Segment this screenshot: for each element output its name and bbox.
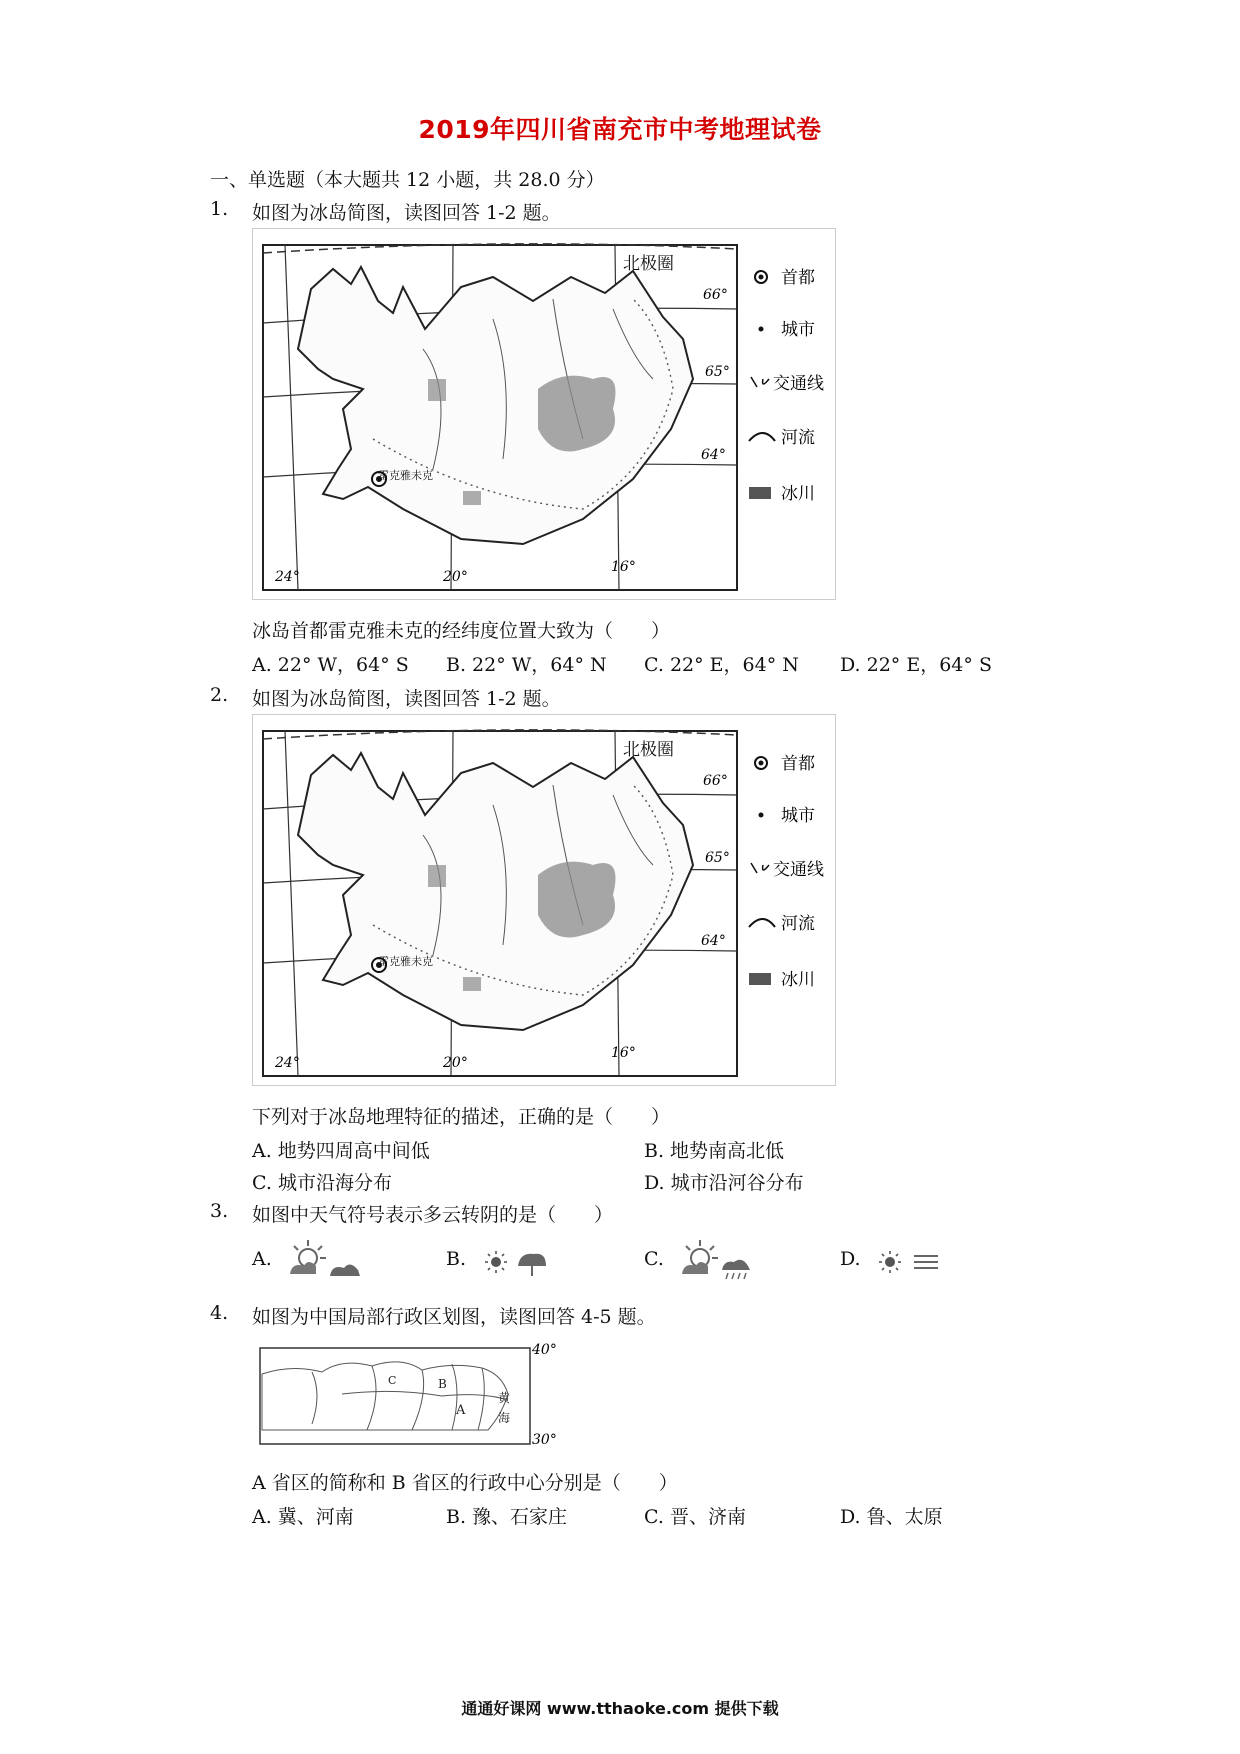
q4-option-d[interactable]: D. 鲁、太原 — [840, 1506, 943, 1528]
legend-river: 河流 — [781, 428, 815, 448]
q4-option-c[interactable]: C. 晋、济南 — [644, 1506, 746, 1528]
question-4-stem: A 省区的简称和 B 省区的行政中心分别是（ ） — [252, 1472, 678, 1494]
lat-64-label: 64° — [701, 933, 726, 949]
china-region-map-drawing — [252, 1334, 572, 1450]
province-a-label: A — [456, 1403, 466, 1418]
iceland-map-1 — [252, 228, 836, 600]
province-b-label: B — [438, 1377, 447, 1391]
question-2-intro: 如图为冰岛简图，读图回答 1-2 题。 — [252, 688, 561, 710]
capital-label: 雷克雅未克 — [378, 955, 433, 968]
legend-river: 河流 — [781, 914, 815, 934]
q1-option-b[interactable]: B. 22° W，64° N — [446, 654, 607, 676]
question-1-number: 1. — [210, 198, 229, 220]
page-title: 2019年四川省南充市中考地理试卷 — [418, 115, 822, 144]
lon-20-label: 20° — [443, 1055, 468, 1071]
question-4-intro: 如图为中国局部行政区划图，读图回答 4-5 题。 — [252, 1306, 656, 1328]
footer-credit: 通通好课网 www.tthaoke.com 提供下载 — [461, 1699, 779, 1718]
china-region-map — [252, 1334, 572, 1450]
lon-24-label: 24° — [275, 569, 300, 585]
lon-24-label: 24° — [275, 1055, 300, 1071]
sunny-to-rain-icon — [480, 1238, 560, 1282]
q1-option-d[interactable]: D. 22° E，64° S — [840, 654, 992, 676]
legend-glacier: 冰川 — [781, 970, 815, 990]
q4-option-b[interactable]: B. 豫、石家庄 — [446, 1506, 568, 1528]
iceland-map-drawing — [253, 229, 835, 599]
sea-label-2: 海 — [498, 1411, 511, 1425]
q3-option-a-label: A. — [252, 1248, 272, 1270]
question-3-stem: 如图中天气符号表示多云转阴的是（ ） — [252, 1204, 614, 1226]
q1-option-c[interactable]: C. 22° E，64° N — [644, 654, 799, 676]
question-2-stem: 下列对于冰岛地理特征的描述，正确的是（ ） — [252, 1106, 671, 1128]
q3-option-d-label: D. — [840, 1248, 861, 1270]
lon-16-label: 16° — [611, 1045, 636, 1061]
legend-city: 城市 — [781, 806, 815, 826]
legend-city: 城市 — [781, 320, 815, 340]
q1-option-a[interactable]: A. 22° W，64° S — [252, 654, 409, 676]
partly-cloudy-to-rain-icon — [678, 1238, 758, 1282]
question-3-number: 3. — [210, 1200, 229, 1222]
lon-20-label: 20° — [443, 569, 468, 585]
lat-64-label: 64° — [701, 447, 726, 463]
capital-label: 雷克雅未克 — [378, 469, 433, 482]
lat-65-label: 65° — [705, 850, 730, 866]
iceland-map-2 — [252, 714, 836, 1086]
question-4-number: 4. — [210, 1302, 229, 1324]
q4-option-a[interactable]: A. 冀、河南 — [252, 1506, 354, 1528]
province-c-label: C — [388, 1374, 397, 1387]
lon-16-label: 16° — [611, 559, 636, 575]
partly-cloudy-to-overcast-icon — [286, 1238, 366, 1282]
legend-transport: 交通线 — [773, 374, 824, 394]
question-2-number: 2. — [210, 684, 229, 706]
legend-glacier: 冰川 — [781, 484, 815, 504]
q2-option-d[interactable]: D. 城市沿河谷分布 — [644, 1172, 804, 1194]
q2-option-b[interactable]: B. 地势南高北低 — [644, 1140, 785, 1162]
q2-option-a[interactable]: A. 地势四周高中间低 — [252, 1140, 430, 1162]
arctic-circle-label: 北极圈 — [623, 254, 674, 274]
q3-option-c-label: C. — [644, 1248, 664, 1270]
lat-40-label: 40° — [532, 1342, 557, 1358]
lat-30-label: 30° — [532, 1432, 557, 1448]
lat-65-label: 65° — [705, 364, 730, 380]
question-1-stem: 冰岛首都雷克雅未克的经纬度位置大致为（ ） — [252, 620, 671, 642]
section-heading: 一、单选题（本大题共 12 小题，共 28.0 分） — [210, 169, 605, 191]
legend-capital: 首都 — [781, 268, 815, 288]
question-1-intro: 如图为冰岛简图，读图回答 1-2 题。 — [252, 202, 561, 224]
legend-capital: 首都 — [781, 754, 815, 774]
sunny-to-fog-icon — [874, 1238, 954, 1282]
lat-66-label: 66° — [703, 773, 728, 789]
lat-66-label: 66° — [703, 287, 728, 303]
iceland-map-drawing — [253, 715, 835, 1085]
sea-label-1: 黄 — [498, 1391, 511, 1405]
arctic-circle-label: 北极圈 — [623, 740, 674, 760]
q3-option-b-label: B. — [446, 1248, 467, 1270]
legend-transport: 交通线 — [773, 860, 824, 880]
q2-option-c[interactable]: C. 城市沿海分布 — [252, 1172, 392, 1194]
